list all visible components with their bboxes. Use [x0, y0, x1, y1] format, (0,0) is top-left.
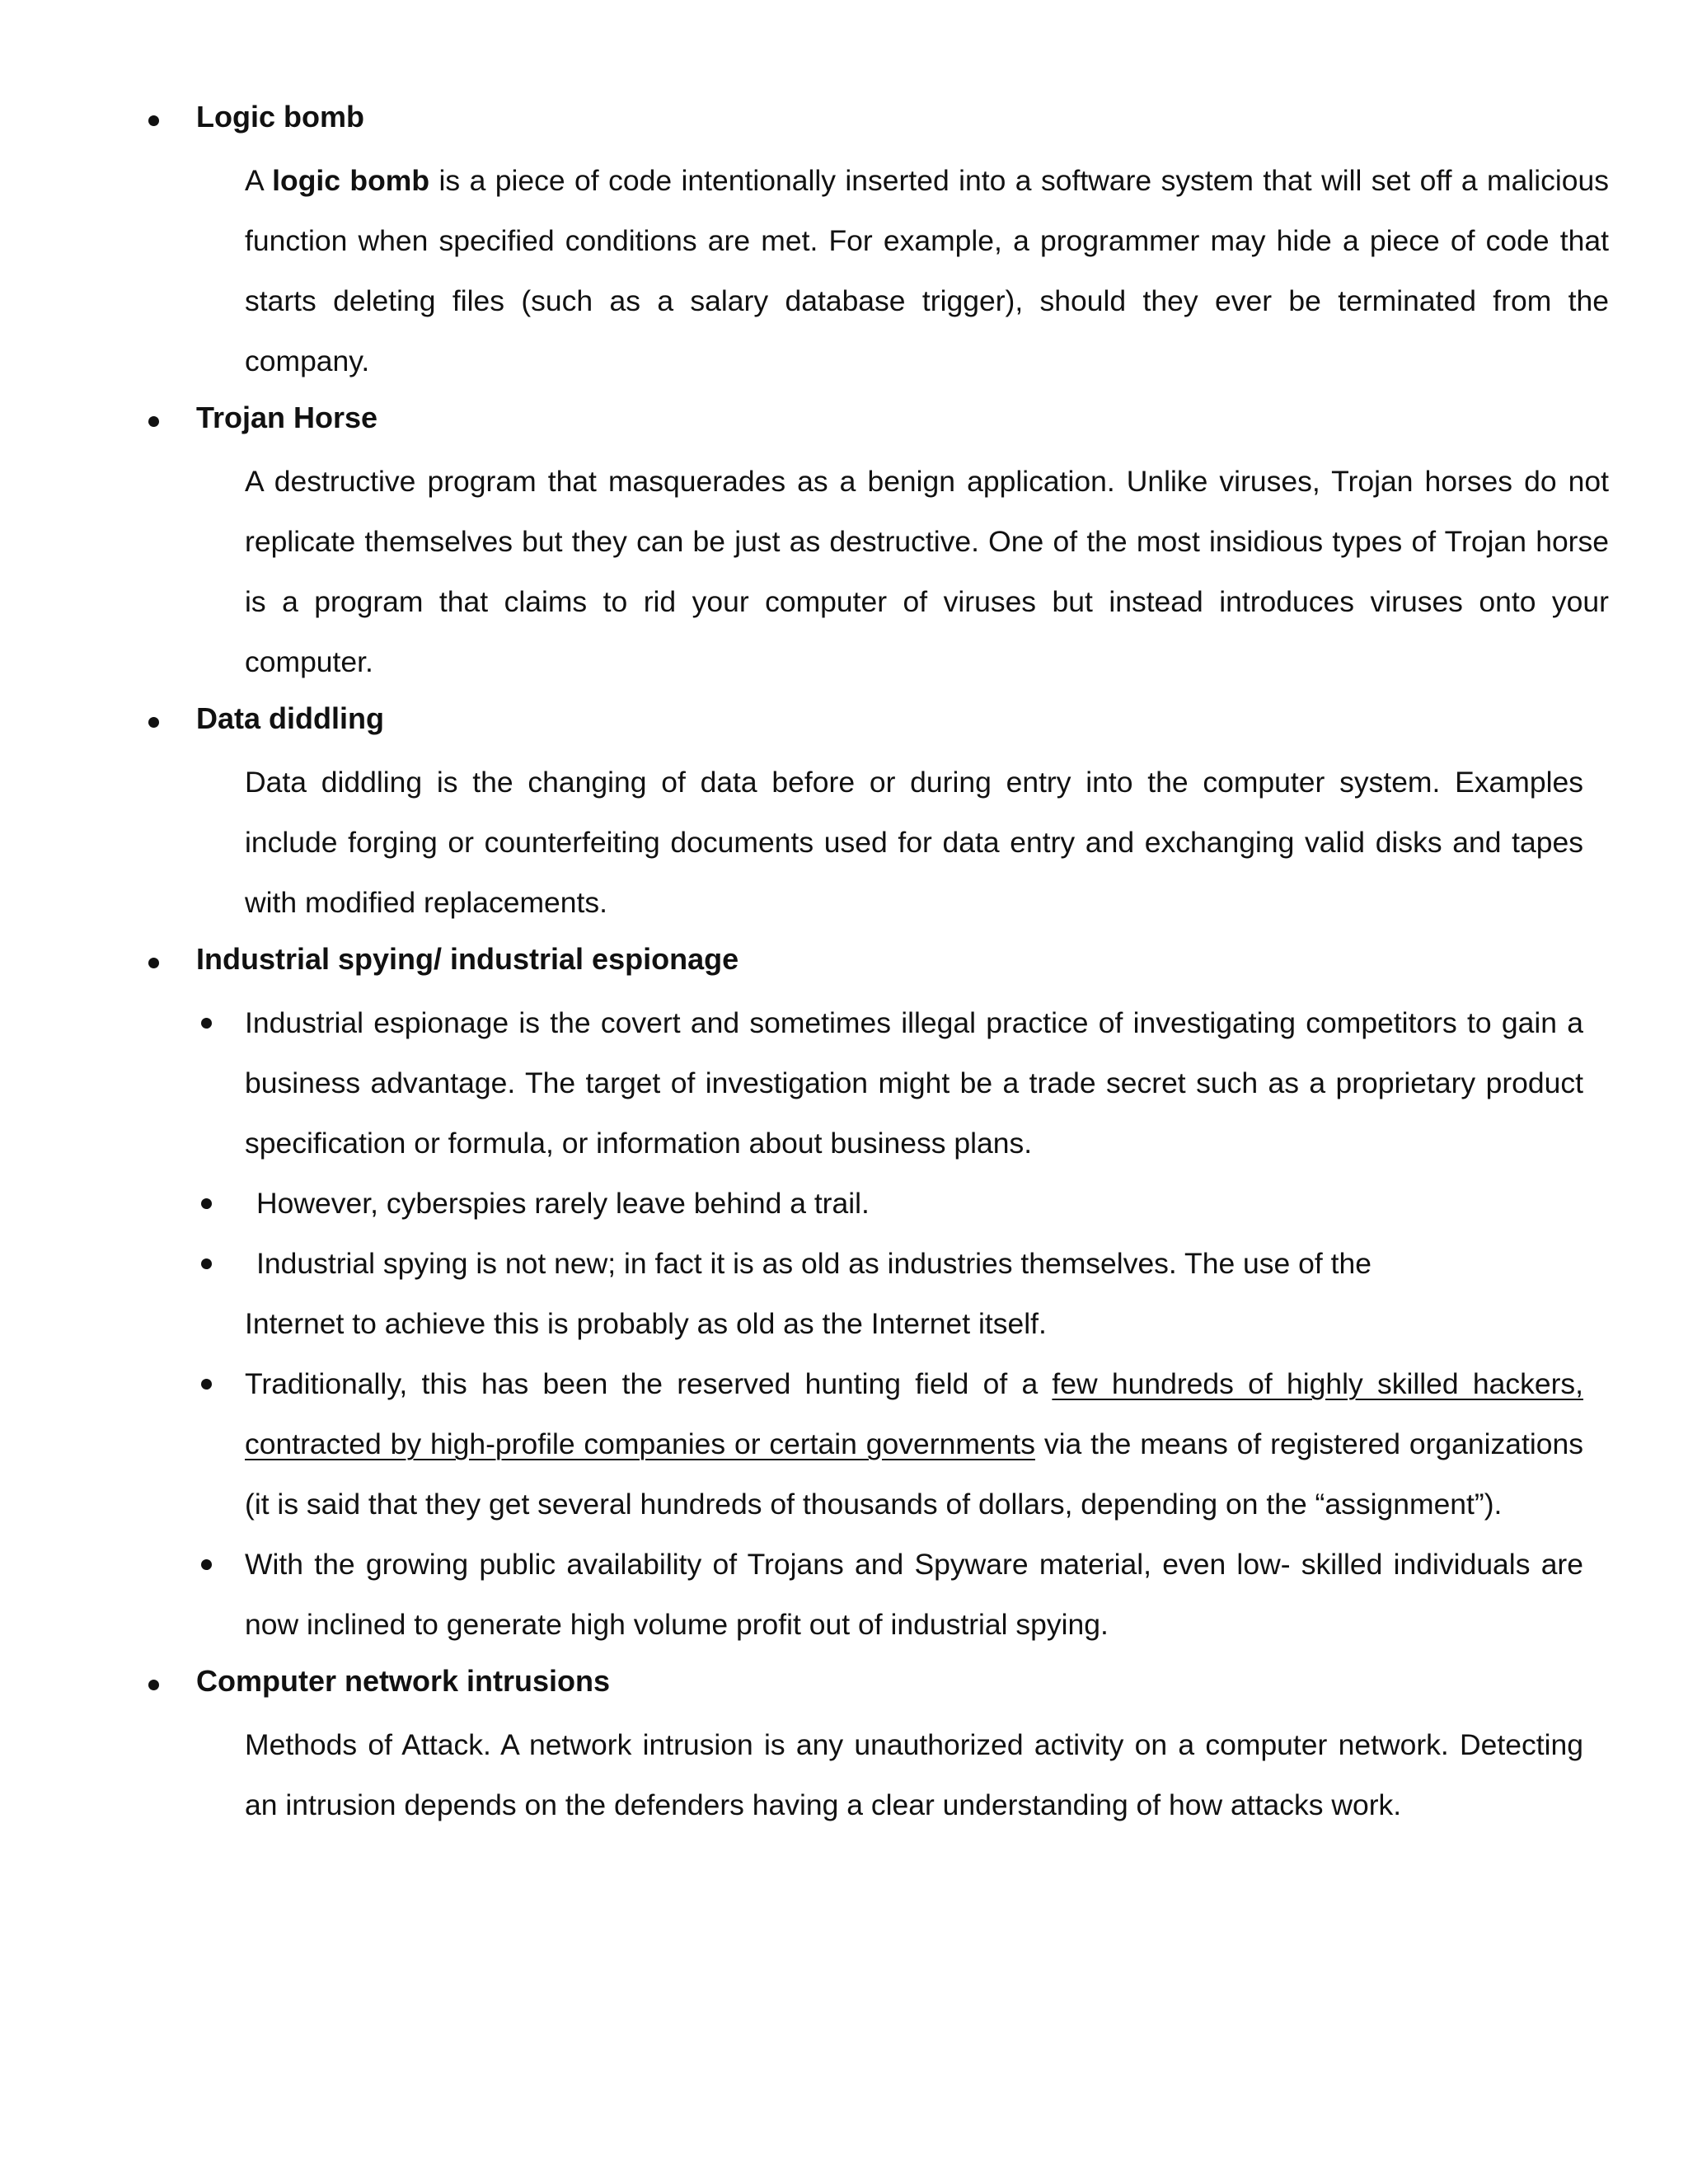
- list-item-continuation: Internet to achieve this is probably as old as the Internet itself.: [245, 1307, 1047, 1340]
- list-item: [0, 1535, 1688, 1655]
- list-item: [0, 1354, 1688, 1535]
- bullet-icon: [148, 416, 159, 427]
- section-data-diddling: [0, 692, 1688, 933]
- section-paragraph: A destructive program that masquerades as a benign application. Unlike viruses, Trojan horses do not replicate themselves but they can be just as destructive. One of the most insidious types of Trojan horse is a program that claims to rid your computer of viruses but instead introduces viruses onto your computer.: [245, 465, 1609, 678]
- section-heading: Logic bomb: [196, 100, 364, 134]
- section-heading: Trojan Horse: [196, 401, 378, 434]
- heading-row: [0, 692, 1688, 752]
- item-rest: via the means of registered organizations (it is said that they get several hundreds of thousands of dollars, depending on the “assignment”).: [245, 1427, 1584, 1521]
- list-item: [0, 1234, 1688, 1354]
- bullet-icon: [201, 1559, 212, 1570]
- heading-row: [0, 91, 1688, 151]
- section-logic-bomb: [0, 91, 1688, 391]
- bullet-icon: [201, 1198, 212, 1209]
- section-paragraph: [245, 151, 1609, 391]
- item-prefix: Traditionally, this has been the reserved hunting field of a: [245, 1367, 1053, 1400]
- bullet-icon: [148, 717, 159, 728]
- list-item-text: Industrial espionage is the covert and sometimes illegal practice of investigating competitors to gain a business advantage. The target of investigation might be a trade secret such as a proprietary product specification or formula, or information about business plans.: [245, 1006, 1583, 1160]
- list-item-text: Industrial spying is not new; in fact it is as old as industries themselves. The use of the: [256, 1247, 1372, 1280]
- section-heading: Computer network intrusions: [196, 1664, 611, 1698]
- paragraph-prefix: A: [245, 164, 273, 197]
- list-item-text: With the growing public availability of Trojans and Spyware material, even low- skilled individuals are now inclined to generate high volume profit out of industrial spying.: [245, 1548, 1583, 1641]
- list-item-text: However, cyberspies rarely leave behind a trail.: [256, 1187, 870, 1220]
- bullet-icon: [201, 1018, 212, 1029]
- heading-row: [0, 391, 1688, 452]
- bullet-icon: [148, 1680, 159, 1690]
- section-paragraph: Data diddling is the changing of data before or during entry into the computer system. Examples include forging or counterfeiting documents used for data entry and exchanging valid disks and tapes with modified replacements.: [245, 766, 1583, 919]
- document-content: [0, 91, 1688, 1835]
- section-industrial-spying: [0, 933, 1688, 1655]
- list-item-text: [245, 1354, 1583, 1535]
- sub-bullet-list: [0, 993, 1688, 1655]
- bullet-icon: [148, 115, 159, 126]
- bullet-icon: [201, 1258, 212, 1269]
- bullet-icon: [148, 958, 159, 968]
- list-item: [0, 993, 1688, 1174]
- paragraph-text: is a piece of code intentionally inserted into a software system that will set off a malicious function when specified conditions are met. For example, a programmer may hide a piece of code that starts deleting files (such as a salary database trigger), should they ever be terminated from the company.: [245, 164, 1609, 377]
- underlined-text: few hundreds of highly skilled hackers, contracted by high-profile companies or certain governments: [245, 1367, 1583, 1460]
- section-heading: Industrial spying/ industrial espionage: [196, 942, 739, 976]
- bullet-icon: [201, 1379, 212, 1390]
- section-heading: Data diddling: [196, 701, 384, 735]
- heading-row: [0, 933, 1688, 993]
- list-item: [0, 1174, 1688, 1234]
- bold-term: logic bomb: [272, 164, 430, 197]
- section-trojan-horse: [0, 391, 1688, 692]
- section-paragraph: Methods of Attack. A network intrusion is any unauthorized activity on a computer network. Detecting an intrusion depends on the defenders having a clear understanding of how attacks work.: [245, 1728, 1583, 1821]
- heading-row: [0, 1655, 1688, 1715]
- section-network-intrusions: [0, 1655, 1688, 1835]
